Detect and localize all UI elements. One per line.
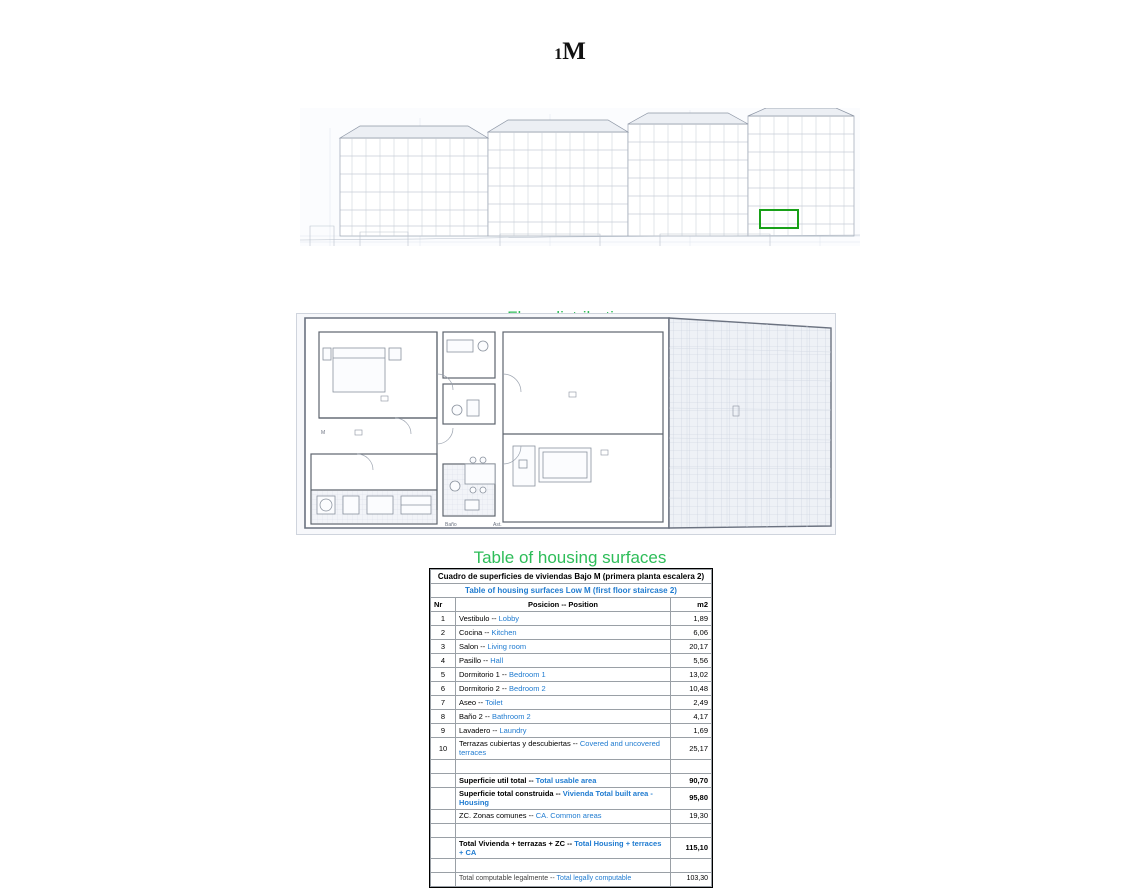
row-position: [456, 738, 671, 760]
row-nr: 5: [431, 668, 456, 682]
row-m2: 20,17: [671, 640, 712, 654]
row-position-en: Hall: [490, 655, 504, 665]
total-label-en: Vivienda Total built area - Housing: [459, 788, 653, 808]
table-header-es-row: [431, 570, 712, 584]
row-nr: 8: [431, 710, 456, 724]
total-label: [456, 787, 671, 809]
row-position-en: Bedroom 1: [509, 669, 546, 679]
total-nr: [431, 773, 456, 787]
legal-total-label-es: Total computable legalmente --: [459, 875, 557, 883]
legal-total-nr: [431, 873, 456, 887]
row-nr: 10: [431, 738, 456, 760]
column-header-position: Posicion -- Position: [456, 598, 671, 612]
row-position: [456, 724, 671, 738]
row-position-en: Living room: [487, 641, 527, 651]
row-position-es: Dormitorio 1 --: [459, 669, 510, 679]
row-nr: 4: [431, 654, 456, 668]
row-position: [456, 640, 671, 654]
table-column-headers: [431, 598, 712, 612]
table-row: [431, 696, 712, 710]
spacer-cell: [671, 823, 712, 837]
total-label: [456, 809, 671, 823]
housing-surfaces-table: [429, 568, 713, 888]
svg-text:M: M: [321, 430, 326, 436]
total-nr: [431, 787, 456, 809]
total-label-en: CA. Common areas: [535, 811, 602, 821]
row-m2: 1,89: [671, 612, 712, 626]
row-position: [456, 612, 671, 626]
table-header-en-row: [431, 584, 712, 598]
row-m2: 10,48: [671, 682, 712, 696]
table-row: [431, 668, 712, 682]
row-nr: 3: [431, 640, 456, 654]
row-nr: 7: [431, 696, 456, 710]
row-position-en: Kitchen: [491, 627, 517, 637]
row-nr: 6: [431, 682, 456, 696]
total-row-usable: [431, 773, 712, 787]
legal-total-label: [456, 873, 671, 887]
total-m2: 95,80: [671, 787, 712, 809]
row-position-en: Lobby: [498, 613, 520, 623]
row-position-en: Laundry: [499, 725, 527, 735]
row-m2: 25,17: [671, 738, 712, 760]
row-m2: 2,49: [671, 696, 712, 710]
grand-total-label-es: Total Vivienda + terrazas + ZC --: [459, 838, 575, 848]
grand-total-m2: 115,10: [671, 837, 712, 859]
spacer-cell: [671, 859, 712, 873]
table-row: [431, 654, 712, 668]
table-row: [431, 710, 712, 724]
total-label-es: Superficie total construida --: [459, 788, 563, 798]
row-position-es: Baño 2 --: [459, 711, 492, 721]
total-m2: 90,70: [671, 773, 712, 787]
total-m2: 19,30: [671, 809, 712, 823]
row-m2: 1,69: [671, 724, 712, 738]
table-row: [431, 682, 712, 696]
column-header-nr: Nr: [431, 598, 456, 612]
total-label-es: ZC. Zonas comunes --: [459, 811, 536, 821]
grand-total-label: [456, 837, 671, 859]
page-title-text: M: [562, 38, 586, 65]
table-header-en: Table of housing surfaces Low M (first floor staircase 2): [431, 584, 712, 598]
row-position-es: Terrazas cubiertas y descubiertas --: [459, 739, 580, 748]
legal-total-m2: 103,30: [671, 873, 712, 887]
row-nr: 9: [431, 724, 456, 738]
row-m2: 13,02: [671, 668, 712, 682]
row-position-es: Vestibulo --: [459, 613, 499, 623]
grand-total-nr: [431, 837, 456, 859]
table-caption: Table of housing surfaces: [473, 548, 667, 567]
spacer-cell: [456, 859, 671, 873]
row-nr: 2: [431, 626, 456, 640]
floor-plan-image: [296, 313, 836, 535]
table-row: [431, 626, 712, 640]
row-position-es: Cocina --: [459, 627, 492, 637]
row-position: [456, 696, 671, 710]
spacer-cell: [456, 759, 671, 773]
grand-total-label-en: Total Housing + terraces + CA: [459, 838, 662, 857]
total-label-en: Total usable area: [535, 775, 597, 785]
total-row-common: [431, 809, 712, 823]
row-position-en: Toilet: [485, 697, 503, 707]
row-position-en: Bedroom 2: [509, 683, 546, 693]
row-position-en: Bathroom 2: [491, 711, 531, 721]
page-title-prefix: 1: [554, 46, 563, 63]
total-label: [456, 773, 671, 787]
total-label-es: Superficie util total --: [459, 775, 536, 785]
row-position: [456, 682, 671, 696]
total-nr: [431, 809, 456, 823]
table-row: [431, 640, 712, 654]
table-spacer-row: [431, 759, 712, 773]
row-position-es: Salon --: [459, 641, 488, 651]
highlighted-unit-marker: [759, 209, 799, 229]
column-header-m2: m2: [671, 598, 712, 612]
legal-total-row: [431, 873, 712, 887]
table-spacer-row: [431, 859, 712, 873]
table-header-es: Cuadro de superficies de viviendas Bajo M (primera planta escalera 2): [431, 570, 712, 584]
spacer-cell: [456, 823, 671, 837]
table-row: [431, 738, 712, 760]
table-row: [431, 612, 712, 626]
grand-total-row: [431, 837, 712, 859]
row-m2: 6,06: [671, 626, 712, 640]
svg-text:Baño: Baño: [445, 522, 457, 528]
row-position-es: Lavadero --: [459, 725, 500, 735]
row-m2: 4,17: [671, 710, 712, 724]
row-position-es: Dormitorio 2 --: [459, 683, 510, 693]
row-position-es: Aseo --: [459, 697, 486, 707]
table-spacer-row: [431, 823, 712, 837]
svg-text:Ast.: Ast.: [493, 522, 502, 528]
page-title: [0, 38, 1140, 66]
building-elevation-image: [300, 108, 860, 246]
table-row: [431, 724, 712, 738]
row-m2: 5,56: [671, 654, 712, 668]
legal-total-label-en: Total legally computable: [556, 875, 632, 883]
row-position: [456, 626, 671, 640]
total-row-built: [431, 787, 712, 809]
row-nr: 1: [431, 612, 456, 626]
spacer-cell: [431, 759, 456, 773]
row-position: [456, 710, 671, 724]
row-position-en: Covered and uncovered terraces: [459, 739, 660, 758]
row-position: [456, 654, 671, 668]
spacer-cell: [431, 823, 456, 837]
row-position-es: Pasillo --: [459, 655, 491, 665]
spacer-cell: [671, 759, 712, 773]
spacer-cell: [431, 859, 456, 873]
row-position: [456, 668, 671, 682]
